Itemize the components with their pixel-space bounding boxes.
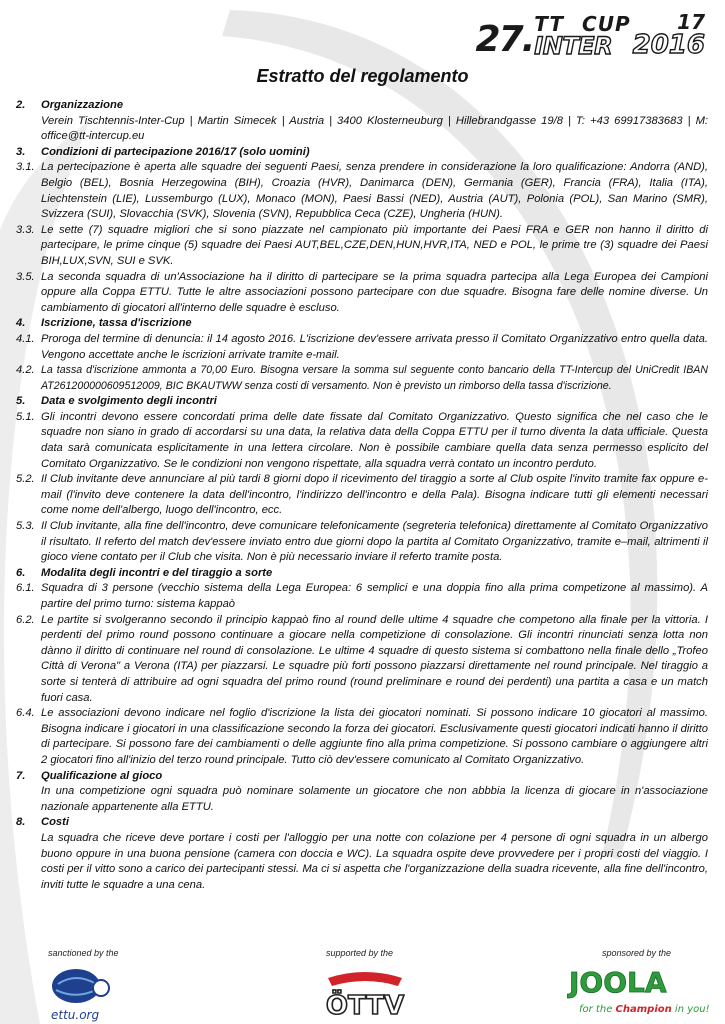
section-number: 3.5. [16,270,35,283]
section-text: Le sette (7) squadre migliori che si sono piazzate nel campionato più importante dei Paesi FRA e GER non hanno il diritto di partecipare, le prime cinque (5) squadre dei Paesi AUT,BEL,CZE,DEN,HUN,HVR,ITA, NED e POL, le prime tre (3) squadre dei Paesi BIH,LUX,SVN, SUI e SVK. [41,223,708,267]
ottv-logo [320,964,410,1024]
section-paragraph [16,363,708,394]
section-paragraph [16,270,708,317]
section-paragraph [16,613,708,707]
section-heading [16,566,708,582]
section-number: 5.2. [16,473,35,486]
joola-tagline: for the Champion in you! [579,1004,710,1015]
section-heading [16,145,708,161]
sanctioned-label: sanctioned by the [48,948,119,958]
logo-tt-text: TT [534,12,565,36]
logo-17-text: 17 [677,10,705,34]
section-number: 3.1. [16,161,35,174]
regulation-content [16,98,708,893]
logo-27-text: 27. [475,19,534,60]
section-paragraph [16,706,708,768]
joola-text: JOOLA [569,966,667,999]
section-number [16,831,41,893]
section-paragraph [16,160,708,222]
section-text: Gli incontri devono essere concordati prima delle date fissate dal Comitato Organizzativo. Questo significa che nel caso che le squadre non siano in grado di accordarsi su una data, la relativa data della Coppa ETTU per il turno diventa la data ufficiale. Questa data sarà comunicata esplicitamente in una lettera circolare. Non è possibile cambiare quella data senza permesso esplicito del Comitato Organizzativo. Se le condizioni non vengono rispettate, alla squadra verrà contato un incontro perduto. [41,410,708,470]
joola-logo [565,960,710,1020]
section-number: 5.1. [16,410,35,423]
section-number: 6.4. [16,707,35,720]
section-heading [16,316,708,332]
ball-icon [93,980,109,996]
section-heading [16,815,708,831]
section-text: Proroga del termine di denuncia: il 14 agosto 2016. L'iscrizione dev'essere arrivata presso il Comitato Organizzativo entro quella data. Vengono accettate anche le iscrizioni arrivate tramite e-mail. [41,332,708,361]
section-number: 6. [16,566,26,579]
section-heading-text: Organizzazione [41,99,124,111]
section-paragraph [16,223,708,270]
sponsored-label: sponsored by the [602,948,672,958]
section-number: 8. [16,816,26,829]
section-text: Le partite si svolgeranno secondo il principio kappaò fino al round delle ultime 4 squadre che competono alla finale per la vittoria. I perdenti del primo round possono continuare a giocare nella competizione di consolazione. Gli incontri rinunciati senza lotta non dànno il diritto di continuare nel round di consolazione. Le ultime 4 squadre di questo sistema si combattono nella finale dello „Trofeo Città di Verona" a Verona (ITA) per piazzarsi. Le squadre più forti possono piazzarsi direttamente nel round principale. Nel tiraggio a sorte si tenterà di attribuire ad ogni squadra del primo round (round preliminare e round dei perdenti) una partita a casa e un match fuori casa. [41,613,708,704]
section-text: In una competizione ogni squadra può nominare solamente un giocatore che non abbbia la licenza di giocare in n'associazione nazionale appartenente alla ETTU. [41,785,708,813]
section-heading [16,769,708,785]
logo-cup-text: CUP [582,12,631,36]
section-paragraph [16,784,708,815]
section-heading-text: Data e svolgimento degli incontri [41,395,217,408]
section-heading [16,98,708,114]
section-number [16,114,41,145]
section-paragraph [16,581,708,612]
footer [0,948,725,1024]
section-text: Le associazioni devono indicare nel foglio d'iscrizione la lista dei giocatori nominati. Si possono indicare 10 giocatori al massimo. Bisogna indicare i giocatori in una classificazione secondo la forza dei giocatori. Esclusivamente questi giocatori indicati hanno il diritto di partecipare. Si possono fare dei cambiamenti o delle aggiunte fino alla prima competizione. Si possono cambiare o aggiungere altri 2 giocatori fino all'inizio del terzo round principale. Tutto ciò dev'essere comunicato al Comitato Organizzativo. [41,707,708,766]
section-number: 2. [16,99,26,111]
ettu-text: ettu.org [51,1008,100,1022]
section-paragraph [16,410,708,472]
section-number: 5. [16,395,26,408]
ottv-arc-icon [328,972,402,986]
section-paragraph [16,519,708,566]
section-text: Squadra di 3 persone (vecchio sistema della Lega Europea: 6 semplici e una doppia fino alla prima competizone al massimo). A partire del primo turno: sistema kappaò [41,582,708,610]
section-heading-text: Modalita degli incontri e del tiraggio a sorte [41,566,273,579]
ottv-text: ÖTTV [325,991,405,1021]
logo-2016-text: 2016 [632,30,705,60]
section-heading-text: Costi [41,816,69,829]
section-text: Verein Tischtennis-Inter-Cup | Martin Simecek | Austria | 3400 Klosterneuburg | Hillebrandgasse 19/8 | T: +43 69917383683 | M: office@tt-intercup.eu [41,114,708,143]
section-heading-text: Iscrizione, tassa d'iscrizione [41,317,192,330]
section-heading-text: Condizioni di partecipazione 2016/17 (solo uomini) [41,145,310,158]
page-title: Estratto del regolamento [256,66,469,86]
section-paragraph [16,114,708,145]
section-paragraph [16,472,708,519]
section-number: 6.2. [16,613,35,626]
section-text: La pertecipazione è aperta alle squadre dei seguenti Paesi, senza prendere in considerazione la loro qualificazione: Andorra (AND), Belgio (BEL), Bosnia Herzegowina (BIH), Croazia (HVR), Danimarca (DEN), Germania (GER), Francia (FRA), Italia (ITA), Liechtenstein (LIE), Lussemburgo (LUX), Monaco (MON), Paesi Bassi (NED), Austria (AUT), Polonia (POL), San Marino (SMR), Svizzera (SUI), Slovacchia (SVK), Slovenia (SVN), Repubblica Ceca (CZE), Ungheria (HUN). [41,161,708,221]
section-text: La squadra che riceve deve portare i costi per l'alloggio per una notte con colazione per 4 persone di ogni squadra in un albergo buono oppure in una buona pensione (camera con doccia e WC). La squadra ospite deve provvedere per i propri costi del viaggio. I costi per il vitto sono a carico dei partecipanti stessi. Ma ci si aspetta che l'organizzazione della suadra ricevente, alla fine dell'incontro, inviti tutte le squadre a una cena. [41,831,708,891]
section-number: 4.2. [16,364,35,377]
ettu-logo [46,964,126,1024]
logo-inter-text: INTER [534,32,613,60]
supported-label: supported by the [326,948,394,958]
section-number: 3.3. [16,223,35,236]
section-number: 3. [16,145,26,158]
section-number: 4.1. [16,332,35,345]
section-number: 4. [16,317,26,330]
section-number [16,784,41,815]
section-text: Il Club invitante, alla fine dell'incontro, deve comunicare telefonicamente (segreteria telefonica) direttamente al Comitato Organizzativo il risultato. Il referto del match dev'essere inviato entro due giorni dopo la partita al Comitato Organizzativo, tramite e–mail, altrimenti il gioco viene contato per il Club che visita. Non è più necessario inviare il referto tramite posta. [41,520,708,564]
tt-intercup-logo [476,12,705,58]
section-number: 7. [16,769,26,782]
section-paragraph [16,332,708,363]
section-heading-text: Qualificazione al gioco [41,769,163,782]
section-text: Il Club invitante deve annunciare al più tardi 8 giorni dopo il ricevimento del tiraggio a sorte al Club ospite l'invito tramite fax oppure e-mail (l'invito deve contenere la data dell'incontro, l'indirizzo dell'incontro e della Pala). Bisogna indicare tutti gli elementi necessari come nome dell'albergo, luogo dell'incontro, ecc. [41,473,708,517]
section-text: La tassa d'iscrizione ammonta a 70,00 Euro. Bisogna versare la somma sul seguente conto bancario della TT-Intercup del UniCredit IBAN AT261200000609512009, BIC BKAUTWW senza costi di versamento. Non è previsto un rimborso della tassa d'iscrizione. [41,364,708,392]
section-text: La seconda squadra di un'Associazione ha il diritto di partecipare se la prima squadra partecipa alla Lega Europea dei Campioni oppure alla Coppa ETTU. Tutte le altre associazioni possono partecipare con due squadre. Bisogna fare delle nomine diverse. Un cambiamento di giocatori all'interno delle squadre è escluso. [41,270,708,314]
section-paragraph [16,831,708,893]
section-heading [16,394,708,410]
section-number: 5.3. [16,520,35,533]
section-number: 6.1. [16,582,35,595]
